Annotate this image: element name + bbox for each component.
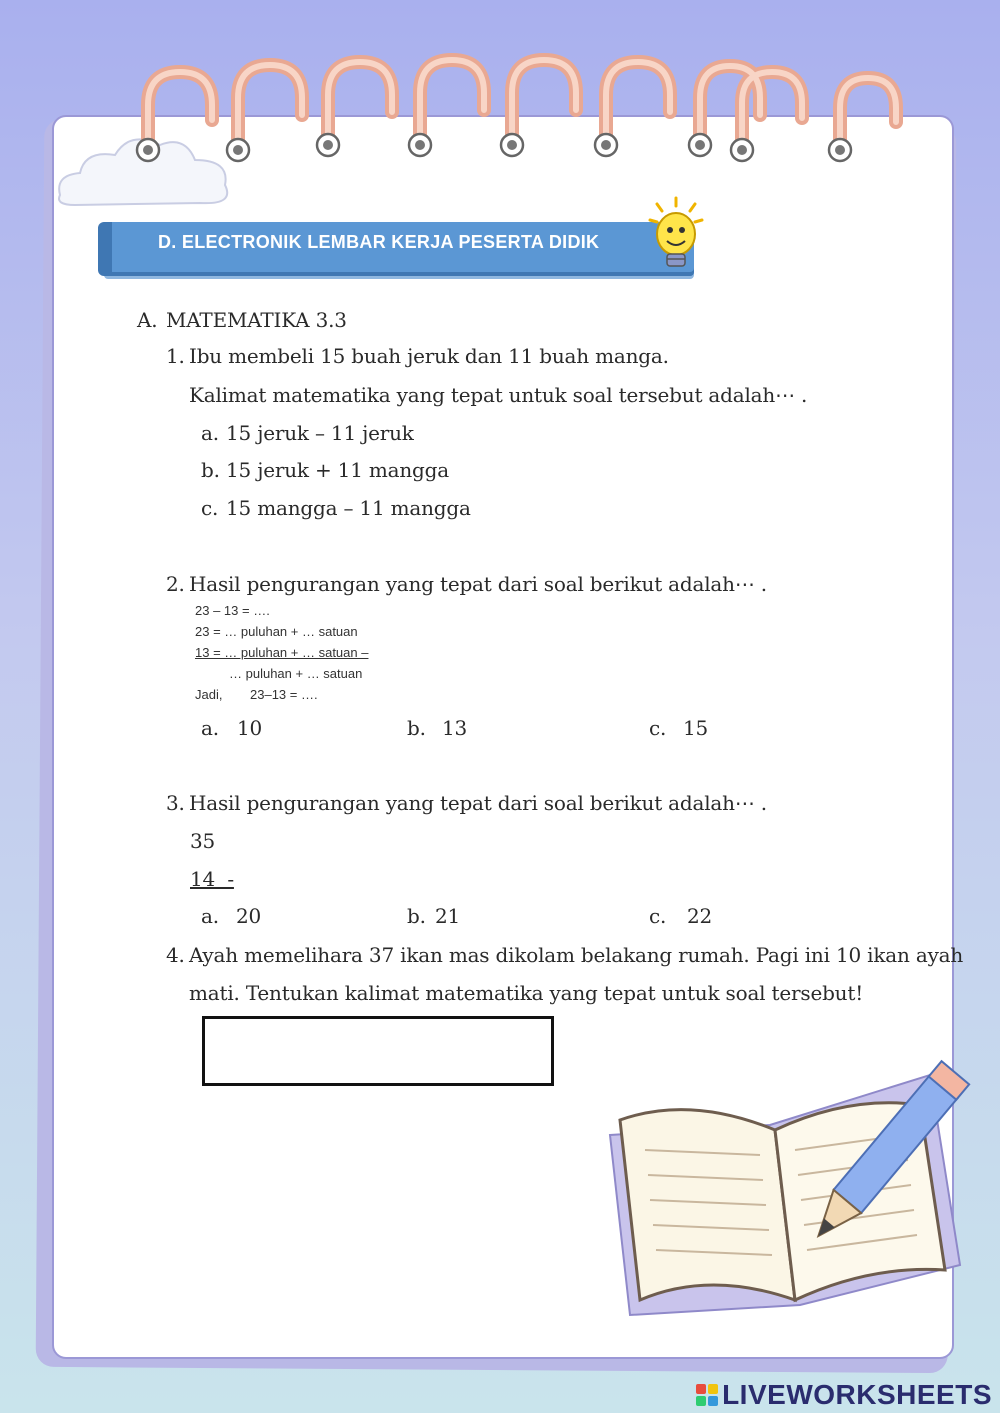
- q2-work-jadi: Jadi,: [195, 687, 223, 702]
- section-title: MATEMATIKA 3.3: [166, 308, 347, 332]
- q2-option-c-letter: c.: [649, 716, 667, 740]
- q2-work-line1: 23 – 13 = ….: [195, 603, 270, 618]
- section-label: A.: [137, 308, 158, 332]
- q3-top-number: 35: [190, 829, 216, 853]
- q2-work-result: 23–13 = ….: [250, 687, 318, 702]
- q1-option-a[interactable]: 15 jeruk – 11 jeruk: [226, 421, 414, 445]
- q2-work-line2: 23 = … puluhan + … satuan: [195, 624, 358, 639]
- logo-mark-icon: [696, 1384, 718, 1406]
- q4-number: 4.: [166, 943, 185, 967]
- spiral-rings: [0, 0, 1000, 170]
- section-banner: [104, 222, 694, 276]
- q2-option-a-letter: a.: [201, 716, 219, 740]
- q1-option-b[interactable]: 15 jeruk + 11 mangga: [226, 458, 449, 482]
- q3-bottom-number: 14 -: [190, 867, 234, 891]
- q2-number: 2.: [166, 572, 185, 596]
- q4-line2: mati. Tentukan kalimat matematika yang tepat untuk soal tersebut!: [189, 981, 864, 1005]
- q3-option-a[interactable]: 20: [236, 904, 262, 928]
- book-pencil-illustration: [600, 1055, 980, 1335]
- liveworksheets-logo[interactable]: [696, 1379, 992, 1411]
- q2-option-b-letter: b.: [407, 716, 426, 740]
- q2-work-line4: … puluhan + … satuan: [229, 666, 363, 681]
- q1-option-b-letter: b.: [201, 458, 220, 482]
- logo-text: LIVEWORKSHEETS: [722, 1379, 992, 1410]
- q3-option-b-letter: b.: [407, 904, 426, 928]
- q3-option-c-letter: c.: [649, 904, 667, 928]
- q4-answer-input[interactable]: [202, 1016, 554, 1086]
- q3-option-c[interactable]: 22: [687, 904, 713, 928]
- lightbulb-mascot-icon: [645, 196, 707, 274]
- q4-line1: Ayah memelihara 37 ikan mas dikolam belakang rumah. Pagi ini 10 ikan ayah: [189, 943, 964, 967]
- q3-line1: Hasil pengurangan yang tepat dari soal berikut adalah⋯ .: [189, 791, 767, 815]
- q1-option-c-letter: c.: [201, 496, 219, 520]
- q1-line1: Ibu membeli 15 buah jeruk dan 11 buah manga.: [189, 344, 669, 368]
- q3-number: 3.: [166, 791, 185, 815]
- q3-option-a-letter: a.: [201, 904, 219, 928]
- q1-number: 1.: [166, 344, 185, 368]
- q1-option-a-letter: a.: [201, 421, 219, 445]
- q2-option-a[interactable]: 10: [237, 716, 263, 740]
- q2-work-line3: 13 = … puluhan + … satuan –: [195, 645, 369, 660]
- q1-line2: Kalimat matematika yang tepat untuk soal tersebut adalah⋯ .: [189, 383, 808, 407]
- q1-option-c[interactable]: 15 mangga – 11 mangga: [226, 496, 471, 520]
- q2-option-b[interactable]: 13: [442, 716, 468, 740]
- q2-line1: Hasil pengurangan yang tepat dari soal berikut adalah⋯ .: [189, 572, 767, 596]
- q2-option-c[interactable]: 15: [683, 716, 709, 740]
- banner-title: D. ELECTRONIK LEMBAR KERJA PESERTA DIDIK: [158, 232, 600, 252]
- q3-option-b[interactable]: 21: [435, 904, 461, 928]
